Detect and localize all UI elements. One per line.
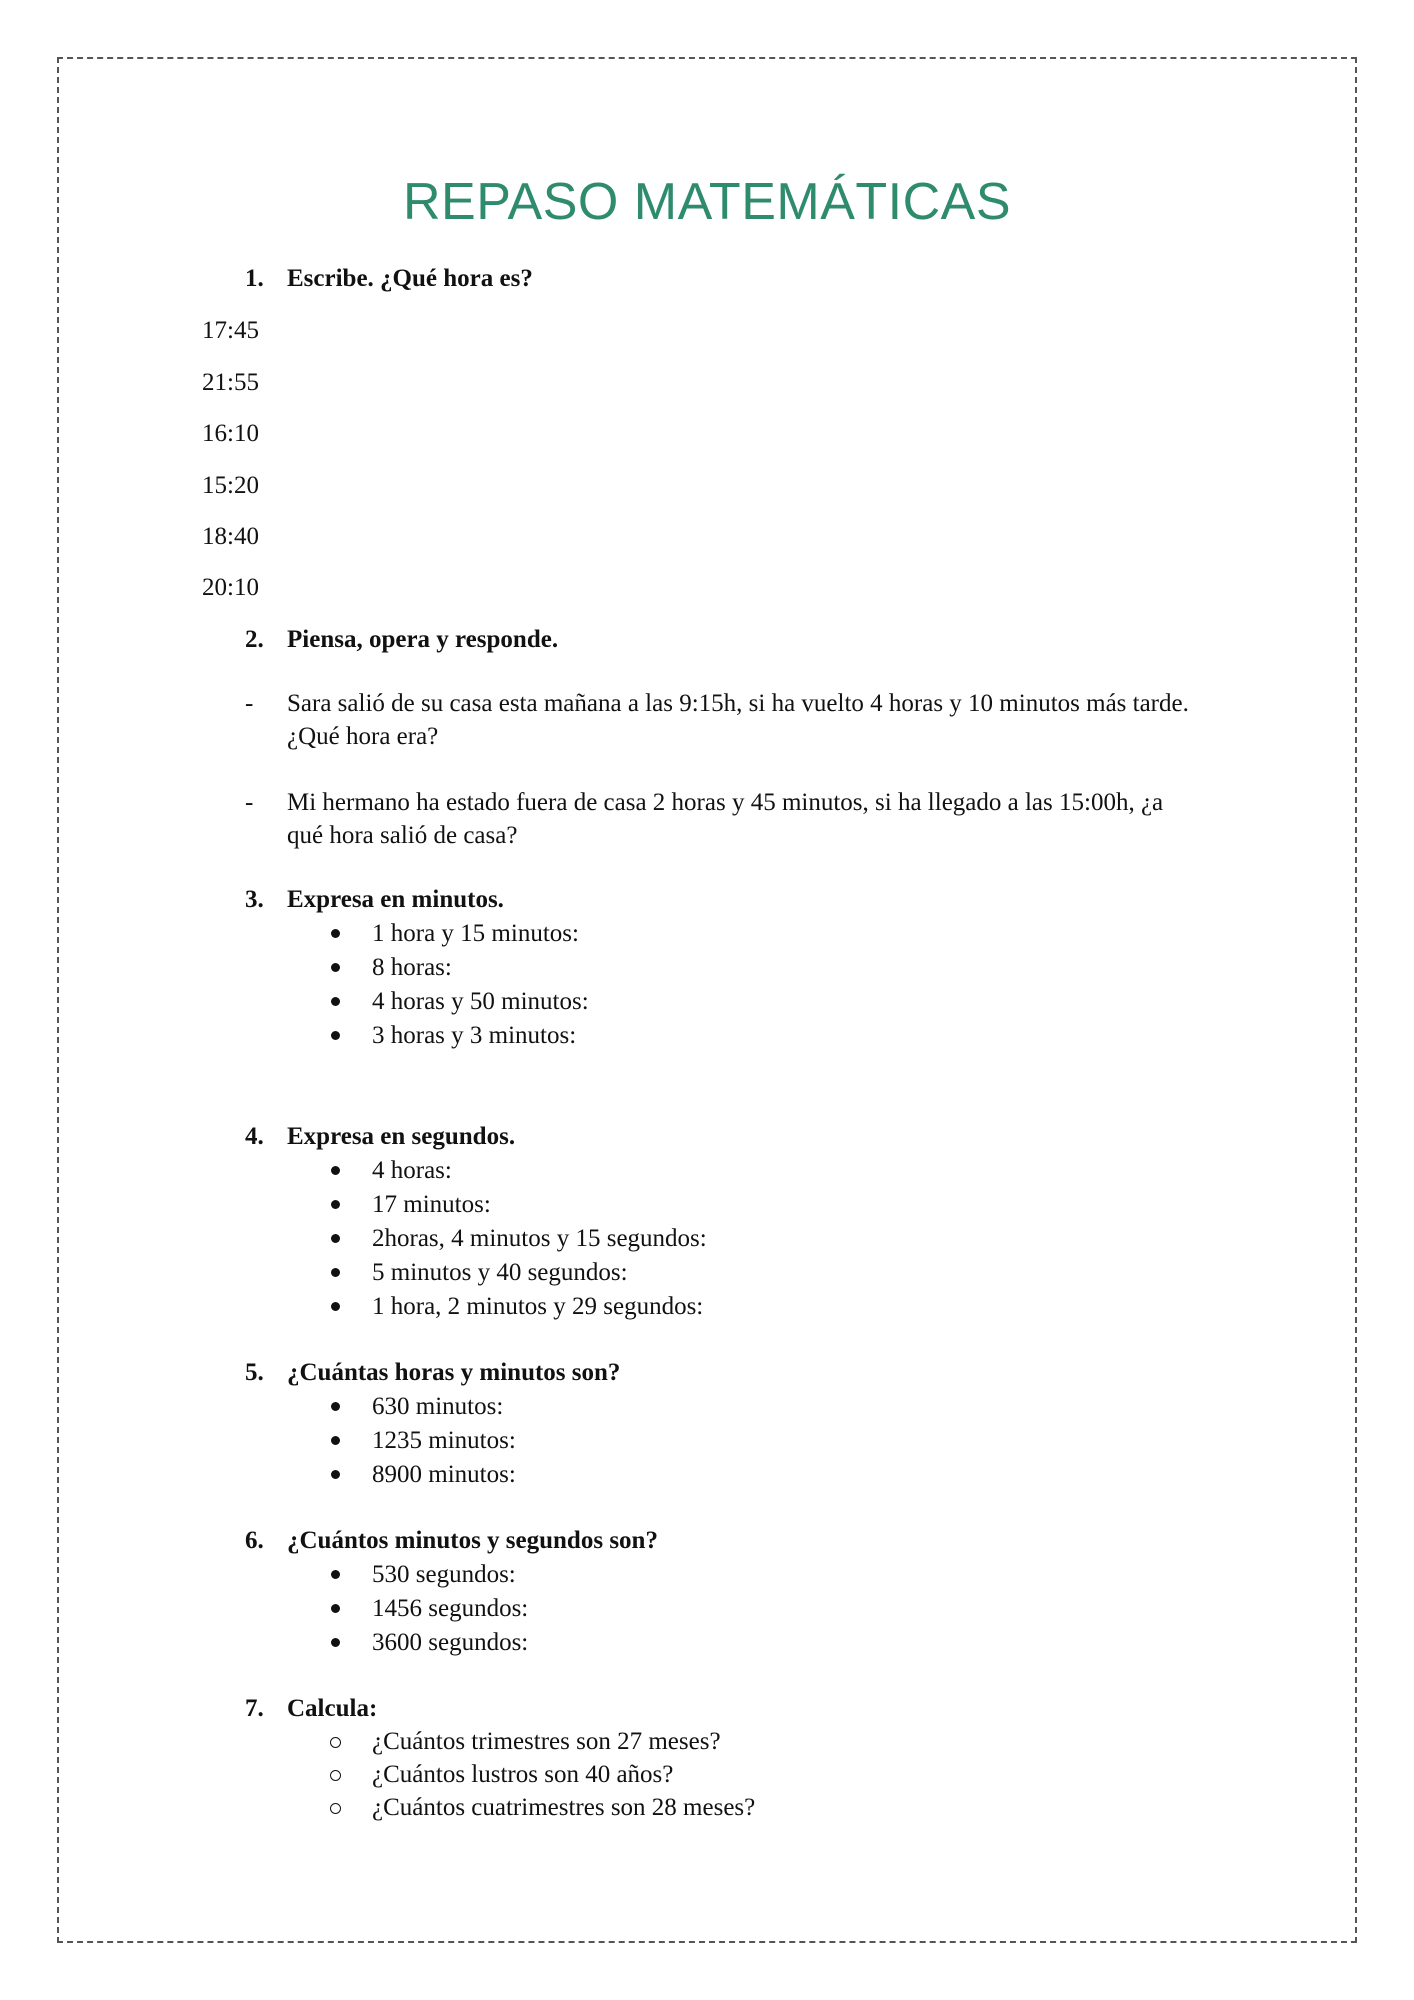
bullet-dot-icon [331, 1638, 340, 1647]
section-3-number: 3. [245, 886, 264, 913]
list-item: 5 minutos y 40 segundos: [372, 1259, 628, 1286]
time-item: 17:45 [202, 317, 259, 344]
section-2-heading: Piensa, opera y responde. [287, 626, 559, 653]
bullet-circle-icon [330, 1770, 341, 1781]
list-item: ¿Cuántos trimestres son 27 meses? [372, 1728, 721, 1755]
list-item: 2horas, 4 minutos y 15 segundos: [372, 1225, 707, 1252]
problem-2-line1: Mi hermano ha estado fuera de casa 2 horas y 45 minutos, si ha llegado a las 15:00h, ¿a [287, 789, 1164, 816]
section-3-heading: Expresa en minutos. [287, 886, 504, 913]
bullet-circle-icon [330, 1803, 341, 1814]
time-item: 16:10 [202, 420, 259, 447]
list-item: 3600 segundos: [372, 1629, 529, 1656]
list-item: 4 horas y 50 minutos: [372, 988, 589, 1015]
section-4-heading: Expresa en segundos. [287, 1123, 516, 1150]
problem-dash: - [245, 789, 254, 816]
list-item: 8 horas: [372, 954, 452, 981]
bullet-circle-icon [330, 1737, 341, 1748]
section-6-heading: ¿Cuántos minutos y segundos son? [287, 1527, 658, 1554]
time-item: 15:20 [202, 472, 259, 499]
list-item: 1 hora, 2 minutos y 29 segundos: [372, 1293, 704, 1320]
list-item: 1 hora y 15 minutos: [372, 920, 579, 947]
time-item: 20:10 [202, 574, 259, 601]
time-item: 18:40 [202, 523, 259, 550]
bullet-dot-icon [331, 1436, 340, 1445]
problem-2-line2: qué hora salió de casa? [287, 822, 518, 849]
list-item: 1235 minutos: [372, 1427, 516, 1454]
section-4-number: 4. [245, 1123, 264, 1150]
bullet-dot-icon [331, 1402, 340, 1411]
list-item: 3 horas y 3 minutos: [372, 1022, 577, 1049]
page-title: REPASO MATEMÁTICAS [402, 173, 1012, 231]
problem-1-line1: Sara salió de su casa esta mañana a las 9:15h, si ha vuelto 4 horas y 10 minutos más tarde. [287, 690, 1189, 717]
section-2-number: 2. [245, 626, 264, 653]
bullet-dot-icon [331, 1570, 340, 1579]
section-1-heading: Escribe. ¿Qué hora es? [287, 265, 533, 292]
list-item: ¿Cuántos lustros son 40 años? [372, 1761, 674, 1788]
section-7-number: 7. [245, 1695, 264, 1722]
time-item: 21:55 [202, 369, 259, 396]
bullet-dot-icon [331, 1470, 340, 1479]
bullet-dot-icon [331, 1166, 340, 1175]
section-1-number: 1. [245, 265, 264, 292]
bullet-dot-icon [331, 1031, 340, 1040]
list-item: 530 segundos: [372, 1561, 516, 1588]
list-item: 1456 segundos: [372, 1595, 529, 1622]
section-5-heading: ¿Cuántas horas y minutos son? [287, 1359, 621, 1386]
bullet-dot-icon [331, 997, 340, 1006]
problem-1-line2: ¿Qué hora era? [287, 723, 439, 750]
section-6-number: 6. [245, 1527, 264, 1554]
bullet-dot-icon [331, 1268, 340, 1277]
list-item: 17 minutos: [372, 1191, 491, 1218]
list-item: 4 horas: [372, 1157, 452, 1184]
bullet-dot-icon [331, 1604, 340, 1613]
bullet-dot-icon [331, 1200, 340, 1209]
list-item: 8900 minutos: [372, 1461, 516, 1488]
section-5-number: 5. [245, 1359, 264, 1386]
bullet-dot-icon [331, 1302, 340, 1311]
bullet-dot-icon [331, 1234, 340, 1243]
bullet-dot-icon [331, 929, 340, 938]
bullet-dot-icon [331, 963, 340, 972]
section-7-heading: Calcula: [287, 1695, 378, 1722]
list-item: ¿Cuántos cuatrimestres son 28 meses? [372, 1794, 756, 1821]
problem-dash: - [245, 690, 254, 717]
list-item: 630 minutos: [372, 1393, 504, 1420]
